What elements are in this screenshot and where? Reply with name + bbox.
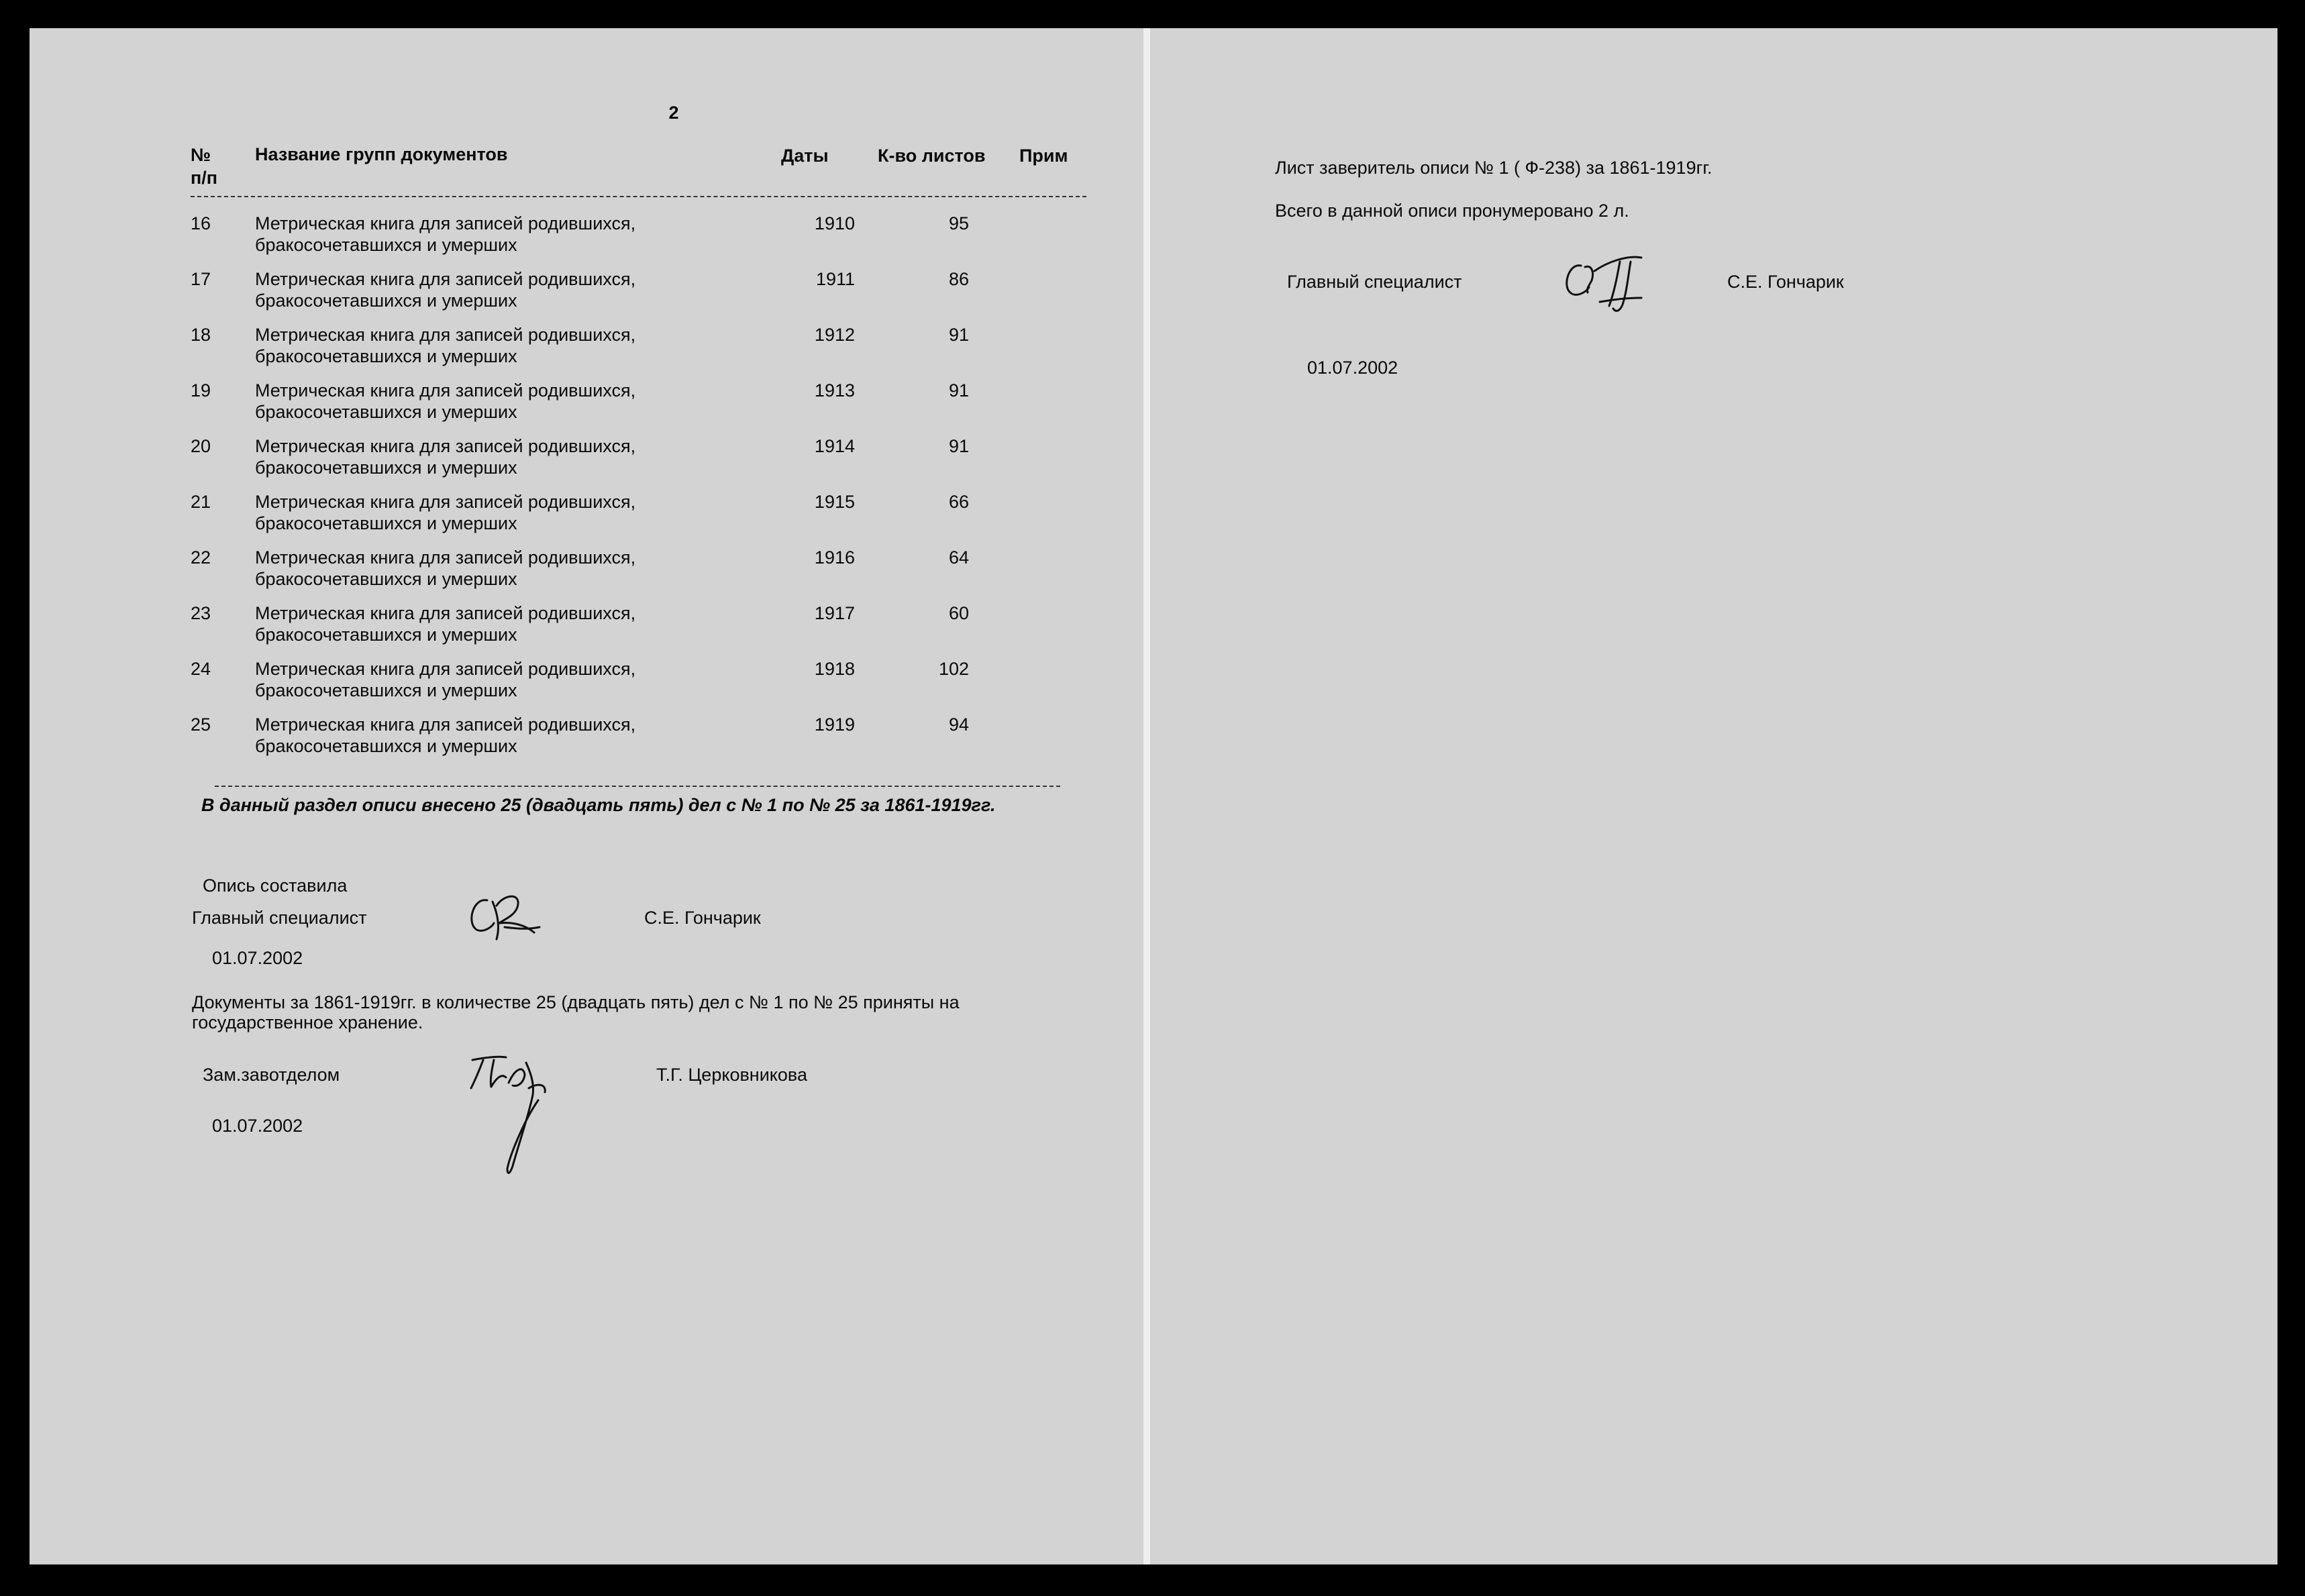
compiler-name: С.Е. Гончарик — [644, 908, 761, 928]
table-row — [30, 213, 1103, 260]
row-date: 1917 — [814, 603, 855, 623]
compiled-by-label: Опись составила — [203, 875, 348, 896]
row-date: 1912 — [814, 325, 855, 345]
row-date: 1916 — [814, 547, 855, 568]
table-row — [30, 491, 1103, 538]
accepted-date: 01.07.2002 — [212, 1116, 303, 1136]
row-date: 1913 — [814, 380, 855, 401]
row-date: 1914 — [814, 436, 855, 456]
row-title-line2: бракосочетавшихся и умерших — [255, 569, 517, 589]
row-title-line2: бракосочетавшихся и умерших — [255, 680, 517, 700]
row-title-line1: Метрическая книга для записей родившихся, — [255, 436, 636, 456]
table-row — [30, 380, 1103, 427]
header-divider — [191, 196, 1086, 197]
row-sheets: 102 — [938, 659, 969, 679]
page-number: 2 — [668, 103, 679, 123]
row-num: 25 — [191, 714, 211, 735]
row-title-line2: бракосочетавшихся и умерших — [255, 290, 517, 311]
row-title-line1: Метрическая книга для записей родившихся, — [255, 325, 636, 345]
row-sheets: 91 — [948, 325, 969, 345]
header-sheets: К-во листов — [878, 146, 986, 166]
row-num: 17 — [191, 269, 211, 289]
table-row — [30, 435, 1103, 482]
row-sheets: 91 — [948, 436, 969, 456]
row-sheets: 86 — [948, 269, 969, 289]
header-num: № п/п — [191, 145, 218, 188]
signer-position: Главный специалист — [1287, 272, 1462, 292]
row-num: 21 — [191, 492, 211, 512]
row-title-line2: бракосочетавшихся и умерших — [255, 513, 517, 533]
row-num: 19 — [191, 380, 211, 401]
summary-text: В данный раздел описи внесено 25 (двадцать пять) дел с № 1 по № 25 за 1861-1919гг. — [201, 795, 996, 815]
row-title-line1: Метрическая книга для записей родившихся, — [255, 603, 636, 623]
signed-date: 01.07.2002 — [1307, 358, 1398, 378]
table-row — [30, 602, 1103, 649]
footer-divider — [215, 786, 1060, 787]
row-sheets: 66 — [948, 492, 969, 512]
table-row — [30, 268, 1103, 315]
row-num: 16 — [191, 213, 211, 233]
table-row — [30, 658, 1103, 705]
row-title-line1: Метрическая книга для записей родившихся, — [255, 213, 636, 233]
acceptor-name: Т.Г. Церковникова — [656, 1065, 807, 1085]
row-title-line1: Метрическая книга для записей родившихся, — [255, 492, 636, 512]
right-page — [1150, 28, 2277, 1564]
table-row — [30, 547, 1103, 594]
row-title-line1: Метрическая книга для записей родившихся, — [255, 269, 636, 289]
row-date: 1910 — [814, 213, 855, 233]
row-title-line2: бракосочетавшихся и умерших — [255, 346, 517, 366]
row-num: 18 — [191, 325, 211, 345]
row-date: 1915 — [814, 492, 855, 512]
left-page — [30, 28, 1143, 1564]
row-title-line2: бракосочетавшихся и умерших — [255, 625, 517, 645]
row-num: 24 — [191, 659, 211, 679]
row-num: 23 — [191, 603, 211, 623]
header-title: Название групп документов — [255, 144, 508, 164]
row-num: 20 — [191, 436, 211, 456]
book-spine — [1143, 28, 1150, 1564]
row-sheets: 91 — [948, 380, 969, 401]
row-title-line2: бракосочетавшихся и умерших — [255, 402, 517, 422]
header-notes: Прим — [1019, 146, 1068, 166]
row-title-line1: Метрическая книга для записей родившихся, — [255, 659, 636, 679]
row-date: 1911 — [815, 269, 855, 289]
compiler-signature — [464, 886, 572, 946]
acceptance-line2: государственное хранение. — [192, 1012, 423, 1032]
row-title-line2: бракосочетавшихся и умерших — [255, 736, 517, 756]
acceptance-line1: Документы за 1861-1919гг. в количестве 25 (двадцать пять) дел с № 1 по № 25 приняты на — [192, 992, 960, 1012]
acceptor-signature — [459, 1048, 573, 1182]
acceptor-position: Зам.завотделом — [203, 1065, 340, 1085]
table-row — [30, 714, 1103, 761]
row-sheets: 60 — [948, 603, 969, 623]
signer-signature — [1561, 248, 1661, 322]
row-sheets: 95 — [948, 213, 969, 233]
compiled-date: 01.07.2002 — [212, 948, 303, 968]
table-row — [30, 324, 1103, 371]
row-title-line2: бракосочетавшихся и умерших — [255, 235, 517, 255]
row-sheets: 64 — [948, 547, 969, 568]
certification-title: Лист заверитель описи № 1 ( Ф-238) за 1861-1919гг. — [1275, 158, 1712, 178]
row-title-line1: Метрическая книга для записей родившихся, — [255, 380, 636, 401]
row-title-line1: Метрическая книга для записей родившихся, — [255, 714, 636, 735]
row-title-line2: бракосочетавшихся и умерших — [255, 458, 517, 478]
row-sheets: 94 — [948, 714, 969, 735]
total-numbered: Всего в данной описи пронумеровано 2 л. — [1275, 201, 1629, 221]
row-date: 1919 — [814, 714, 855, 735]
signer-name: С.Е. Гончарик — [1727, 272, 1844, 292]
row-title-line1: Метрическая книга для записей родившихся, — [255, 547, 636, 568]
header-dates: Даты — [781, 146, 829, 166]
row-date: 1918 — [814, 659, 855, 679]
compiler-position: Главный специалист — [192, 908, 367, 928]
row-num: 22 — [191, 547, 211, 568]
